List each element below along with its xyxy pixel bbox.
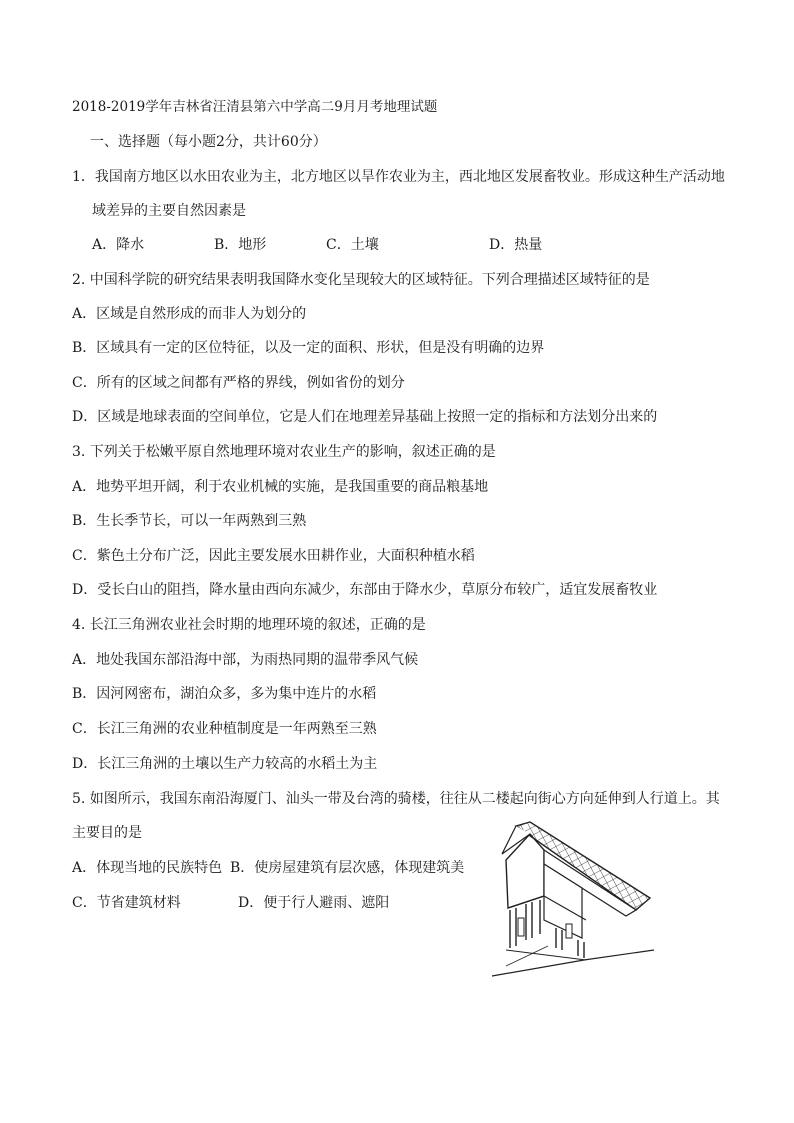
ground-line [492,950,654,976]
q3-option-b: B．生长季节长，可以一年两熟到三熟 [72,513,307,529]
q5-option-b: B．使房屋建筑有层次感，体现建筑美 [230,860,465,876]
q4-option-c: C．长江三角洲的农业种植制度是一年两熟至三熟 [72,721,377,737]
q5-stem-line2: 主要目的是 [72,825,142,841]
q3-option-a: A．地势平坦开阔，利于农业机械的实施，是我国重要的商品粮基地 [72,479,489,495]
q5-option-a: A．体现当地的民族特色 [72,860,223,876]
q4-option-d: D．长江三角洲的土壤以生产力较高的水稻土为主 [72,756,378,772]
exam-title: 2018-2019学年吉林省汪清县第六中学高二9月月考地理试题 [72,99,438,115]
doorway [518,918,524,936]
q5-stem-line1: 5. 如图所示，我国东南沿海厦门、汕头一带及台湾的骑楼，往往从二楼起向街心方向延伸到人行道上。其 [72,791,720,807]
q1-option-a: A．降水 [92,237,145,253]
q1-stem-line1: 1．我国南方地区以水田农业为主，北方地区以旱作农业为主，西北地区发展畜牧业。形成这种生产活动地 [72,169,725,185]
q2-option-a: A．区域是自然形成的而非人为划分的 [72,306,307,322]
q1-option-c: C．土壤 [326,237,379,253]
q1-stem-line2: 域差异的主要自然因素是 [92,203,246,219]
q4-option-b: B．因河网密布，湖泊众多，多为集中连片的水稻 [72,686,377,702]
section-heading: 一、选择题（每小题2分，共计60分） [90,134,327,150]
q2-option-d: D．区域是地球表面的空间单位，它是人们在地理差异基础上按照一定的指标和方法划分出来的 [72,409,658,425]
arcade-building-illustration [486,820,656,980]
q1-options [0,235,794,255]
q3-option-d: D．受长白山的阻挡，降水量由西向东减少，东部由于降水少，草原分布较广，适宜发展畜牧业 [72,582,658,598]
q5-options-row2 [0,893,480,913]
q5-option-c: C．节省建筑材料 [72,895,181,911]
arcade-column [556,928,562,950]
q1-option-d: D．热量 [489,237,543,253]
q1-option-b: B．地形 [214,237,267,253]
front-column-2 [526,902,532,940]
q4-stem: 4. 长江三角洲农业社会时期的地理环境的叙述，正确的是 [72,617,426,633]
q5-options-row1 [0,858,480,878]
q2-option-c: C．所有的区域之间都有严格的界线，例如省份的划分 [72,375,405,391]
q3-stem: 3. 下列关于松嫩平原自然地理环境对农业生产的影响，叙述正确的是 [72,444,496,460]
front-column-1 [510,908,516,948]
q2-stem: 2. 中国科学院的研究结果表明我国降水变化呈现较大的区域特征。下列合理描述区域特征的是 [72,272,650,288]
q3-option-c: C．紫色土分布广泛，因此主要发展水田耕作业，大面积种植水稻 [72,548,475,564]
q2-option-b: B．区域具有一定的区位特征，以及一定的面积、形状，但是没有明确的边界 [72,340,545,356]
q4-option-a: A．地处我国东部沿海中部，为雨热同期的温带季风气候 [72,652,419,668]
q5-option-d: D．便于行人避雨、遮阳 [238,895,390,911]
